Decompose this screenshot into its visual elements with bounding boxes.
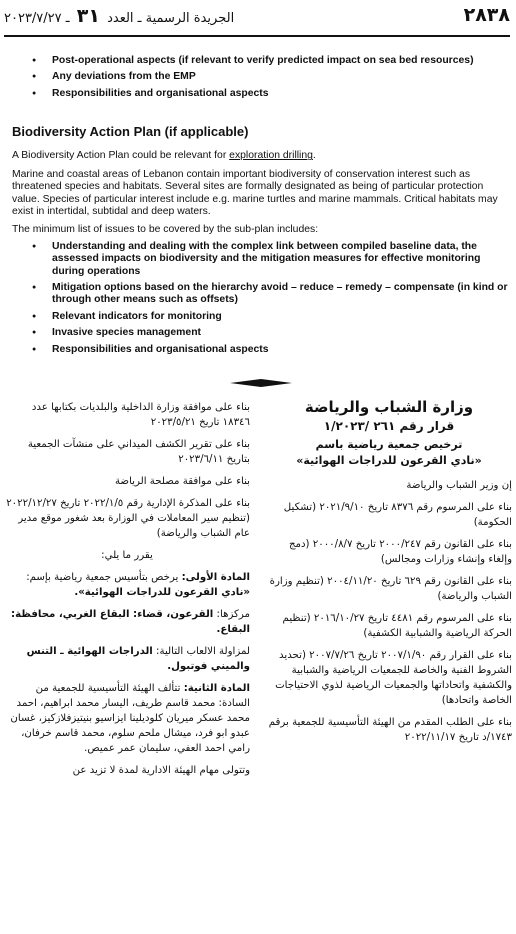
- admin-board-clause: وتتولى مهام الهيئة الادارية لمدة لا تزيد عن: [72, 765, 250, 776]
- decree-title-line2: «نادي القرعون للدراجات الهوائية»: [296, 454, 482, 467]
- list-item: ● Understanding and dealing with the complex link between compiled baseline data, the assessed impacts on biodiversity and the mitigation measures for effective monitoring during operations: [12, 241, 510, 278]
- paragraph-intro: A Biodiversity Action Plan could be relevant for exploration drilling.: [12, 150, 316, 162]
- sports-list: لمزاولة الالعاب التالية: الدراجات الهوائية ـ التنس والميني فوتبول.: [26, 646, 250, 672]
- clause-4: بناء على المرسوم رقم ٤٤٨١ تاريخ ٢٠١٦/١٠/٢٧ (تنظيم الحركة الرياضية والشبابية الكشفية): [282, 613, 512, 639]
- hq-location: القرعون، قضاء: البقاع الغربي، محافظة: البقاع.: [11, 609, 250, 635]
- arabic-left-column: [4, 400, 250, 785]
- club-name: «نادي القرعون للدراجات الهوائية».: [74, 587, 250, 598]
- paragraph-minimum-list: The minimum list of issues to be covered by the sub-plan includes:: [12, 224, 319, 236]
- decree-number: قرار رقم ٢٦١ /١/٢٠٢٣: [323, 419, 455, 433]
- issues-bullet-list: [12, 241, 510, 356]
- article-1-label: المادة الأولى:: [181, 572, 250, 583]
- paragraph-habitats: Marine and coastal areas of Lebanon contain important biodiversity of conservation interest such as threatened species and habitats. Several sites are formally designated as being of particular protection value. Species of particular interest include e.g. marine turtles and marine mammals. Critical habitats may exist in intertidal, subtidal and deep waters.: [12, 168, 498, 218]
- page-header: [4, 4, 510, 34]
- gazette-name: الجريدة الرسمية ـ العدد: [107, 11, 235, 26]
- clause-2: بناء على القانون رقم ٢٠٠٠/٢٤٧ تاريخ ٢٠٠٠/٨/٧ (دمج وإلغاء وإنشاء وزارات ومجالس): [288, 539, 512, 565]
- list-item: ● Relevant indicators for monitoring: [12, 311, 510, 323]
- list-item: ● Any deviations from the EMP: [12, 71, 510, 83]
- arabic-right-column: [266, 400, 512, 752]
- english-top-section: [12, 55, 510, 104]
- gazette-date: ـ ٢٠٢٣/٧/٢٧: [4, 11, 70, 26]
- section-title: Biodiversity Action Plan (if applicable): [12, 124, 249, 139]
- issue-number: ٣١: [76, 5, 100, 27]
- decree-title-line1: ترخيص جمعية رياضية باسم: [315, 438, 463, 451]
- headquarters: [4, 607, 250, 637]
- biodiversity-section: [12, 126, 510, 360]
- clause-6: بناء على الطلب المقدم من الهيئة التأسيسية للجمعية برقم ١٧٤٣/د تاريخ ٢٠٢٢/١١/١٧: [268, 717, 512, 743]
- clause-sports-approval: بناء على موافقة مصلحة الرياضة: [114, 476, 250, 487]
- gazette-title: [4, 5, 234, 27]
- list-item: ● Responsibilities and organisational aspects: [12, 88, 510, 100]
- top-bullet-list: [12, 55, 510, 100]
- header-rule: [4, 35, 510, 37]
- clause-3: بناء على القانون رقم ٦٢٩ تاريخ ٢٠٠٤/١١/٢٠ (تنظيم وزارة الشباب والرياضة): [269, 576, 512, 602]
- clause-5: بناء على القرار رقم ٢٠٠٧/١/٩٠ تاريخ ٢٠٠٧/٧/٢٦ (تحديد الشروط الفنية والخاصة للجمعيات الرياضية والشبابية والكشفية واتحاداتها والجمعيات الرياضية لذوي الاحتياجات الخاصة واتحادها): [275, 650, 512, 706]
- clause-interior-approval: بناء على موافقة وزارة الداخلية والبلديات بكتابها عدد ١٨٣٤٦ تاريخ ٢٠٢٣/٥/٢١: [31, 402, 250, 428]
- exploration-drilling-link: exploration drilling: [229, 150, 313, 162]
- clause-field-report: بناء على تقرير الكشف الميداني على منشآت الجمعية بتاريخ ٢٠٢٣/٦/١١: [27, 439, 250, 465]
- decides-heading: يقرر ما يلي:: [101, 550, 153, 561]
- article-2-label: المادة الثانية:: [183, 683, 250, 694]
- hq-label: مركزها:: [216, 609, 250, 620]
- article-2: المادة الثانية: تتألف الهيئة التأسيسية للجمعية من السادة: محمد قاسم طريف، اليسار محمد ابراهيم، احمد محمد عسكر ميريان كلوديلينا ايزاسيو بنيتيزفلازكيز، غسان عبدو ابو فرد، ميشال ملحم سلوم، محمد قاسم خرفان، رامي احمد العفي، سليمان عمر عميص.: [10, 683, 250, 754]
- list-item: ● Mitigation options based on the hierarchy avoid – reduce – remedy – compensate (in kind or through other means such as offsets): [12, 282, 510, 307]
- section-divider-ornament: [230, 377, 292, 389]
- list-item: ● Post-operational aspects (if relevant to verify predicted impact on sea bed resources): [12, 55, 510, 67]
- article-1: المادة الأولى: يرخص بتأسيس جمعية رياضية بإسم: «نادي القرعون للدراجات الهوائية».: [26, 572, 250, 598]
- clause-1: بناء على المرسوم رقم ٨٣٧٦ تاريخ ٢٠٢١/٩/١٠ (تشكيل الحكومة): [283, 502, 512, 528]
- list-item: ● Invasive species management: [12, 327, 510, 339]
- list-item: ● Responsibilities and organisational aspects: [12, 344, 510, 356]
- ministry-title: وزارة الشباب والرياضة: [304, 398, 474, 416]
- games-names: الدراجات الهوائية ـ التنس والميني فوتبول.: [26, 646, 250, 672]
- page-number: ٢٨٣٨: [463, 4, 510, 26]
- clause-admin-memo: بناء على المذكرة الإدارية رقم ٢٠٢٢/١/٥ تاريخ ٢٠٢٢/١٢/٢٧ (تنظيم سير المعاملات في الوزارة بعد شغور موقع مدير عام الشباب والرياضة): [6, 498, 250, 539]
- minister-intro: إن وزير الشباب والرياضة: [406, 480, 512, 491]
